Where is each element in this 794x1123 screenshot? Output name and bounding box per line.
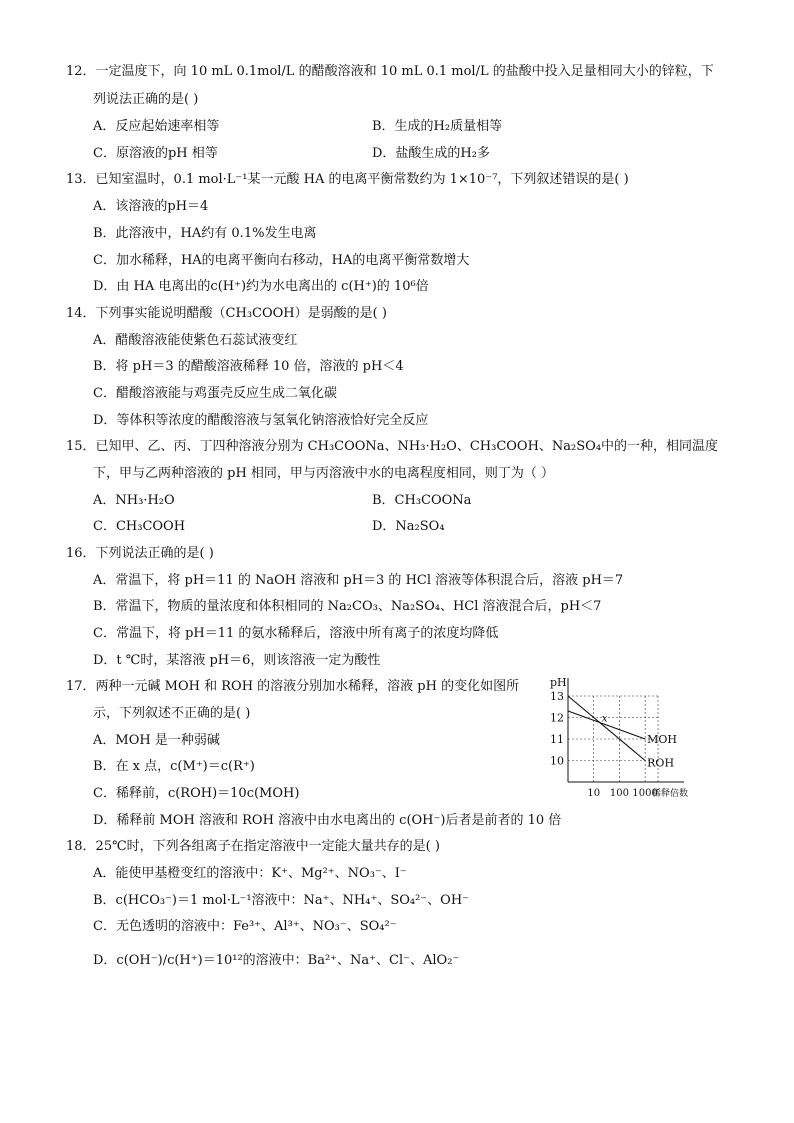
- question-14-option-b: B．将 pH＝3 的醋酸溶液稀释 10 倍，溶液的 pH＜4: [93, 359, 404, 374]
- ph-dilution-chart: [538, 674, 690, 804]
- x-tick-label: 10: [587, 788, 601, 799]
- question-12-option-d: D．盐酸生成的H₂多: [372, 146, 490, 161]
- question-16-stem: 16．下列说法正确的是( ): [66, 546, 214, 561]
- question-18-option-c: C．无色透明的溶液中：Fe³⁺、Al³⁺、NO₃⁻、SO₄²⁻: [93, 919, 397, 934]
- question-12-stem-line-2: 列说法正确的是( ): [93, 92, 199, 107]
- question-13-option-c: C．加水稀释，HA的电离平衡向右移动，HA的电离平衡常数增大: [93, 253, 470, 268]
- question-15-option-d: D．Na₂SO₄: [372, 519, 445, 534]
- question-12-option-b: B．生成的H₂质量相等: [372, 119, 503, 134]
- question-16-option-a: A．常温下，将 pH＝11 的 NaOH 溶液和 pH＝3 的 HCl 溶液等体积混合后，溶液 pH＝7: [93, 573, 624, 588]
- question-14-option-a: A．醋酸溶液能使紫色石蕊试液变红: [93, 333, 298, 348]
- question-12-stem-line-1: 12．一定温度下，向 10 mL 0.1mol/L 的醋酸溶液和 10 mL 0.1 mol/L 的盐酸中投入足量相同大小的锌粒，下: [66, 64, 714, 79]
- question-13-option-d: D．由 HA 电离出的c(H⁺)约为水电离出的 c(H⁺)的 10⁶倍: [93, 279, 429, 294]
- series-line-roh: [568, 696, 645, 761]
- question-13-stem: 13．已知室温时，0.1 mol·L⁻¹某一元酸 HA 的电离平衡常数约为 1×10⁻⁷，下列叙述错误的是( ): [66, 172, 629, 187]
- series-label-moh: MOH: [647, 733, 678, 746]
- x-tick-label: 100: [609, 788, 629, 799]
- question-15-option-a: A．NH₃·H₂O: [93, 493, 175, 508]
- question-18-option-a: A．能使甲基橙变红的溶液中：K⁺、Mg²⁺、NO₃⁻、I⁻: [93, 866, 407, 881]
- question-12-option-c: C．原溶液的pH 相等: [93, 146, 218, 161]
- question-13-option-a: A．该溶液的pH＝4: [93, 199, 209, 214]
- question-14-option-d: D．等体积等浓度的醋酸溶液与氢氧化钠溶液恰好完全反应: [93, 413, 429, 428]
- question-15-stem-line-2: 下，甲与乙两种溶液的 pH 相同，甲与丙溶液中水的电离程度相同，则丁为（ ）: [93, 466, 555, 481]
- y-tick-label: 10: [550, 754, 564, 768]
- question-17-option-c: C．稀释前，c(ROH)＝10c(MOH): [93, 786, 300, 801]
- y-tick-label: 13: [550, 690, 564, 703]
- x-tick-label: 1000: [632, 788, 658, 799]
- question-17-stem-line-1: 17．两种一元碱 MOH 和 ROH 的溶液分别加水稀释，溶液 pH 的变化如图所: [66, 679, 520, 694]
- question-17-option-d: D．稀释前 MOH 溶液和 ROH 溶液中由水电离出的 c(OH⁻)后者是前者的 10 倍: [93, 813, 562, 828]
- intersection-point-label: x: [601, 713, 608, 725]
- question-16-option-c: C．常温下，将 pH＝11 的氨水稀释后，溶液中所有离子的浓度均降低: [93, 626, 499, 641]
- y-tick-label: 11: [550, 733, 564, 746]
- question-18-option-d: D．c(OH⁻)/c(H⁺)＝10¹²的溶液中：Ba²⁺、Na⁺、Cl⁻、AlO₂⁻: [93, 953, 460, 968]
- question-14-option-c: C．醋酸溶液能与鸡蛋壳反应生成二氧化碳: [93, 386, 337, 401]
- question-16-option-d: D．t ℃时，某溶液 pH＝6，则该溶液一定为酸性: [93, 653, 381, 668]
- question-16-option-b: B．常温下，物质的量浓度和体积相同的 Na₂CO₃、Na₂SO₄、HCl 溶液混合后，pH＜7: [93, 599, 602, 614]
- question-18-stem: 18．25℃时，下列各组离子在指定溶液中一定能大量共存的是( ): [66, 839, 440, 854]
- question-17-stem-line-2: 示，下列叙述不正确的是( ): [93, 706, 251, 721]
- x-axis-label: 稀释倍数: [651, 789, 688, 799]
- chart-labels: [550, 676, 688, 799]
- question-15-option-b: B．CH₃COONa: [372, 493, 472, 508]
- series-label-roh: ROH: [647, 756, 675, 770]
- question-17-option-a: A．MOH 是一种弱碱: [93, 733, 220, 748]
- question-12-option-a: A．反应起始速率相等: [93, 119, 220, 134]
- question-13-option-b: B．此溶液中，HA约有 0.1%发生电离: [93, 226, 317, 241]
- question-18-option-b: B．c(HCO₃⁻)＝1 mol·L⁻¹溶液中：Na⁺、NH₄⁺、SO₄²⁻、OH⁻: [93, 893, 470, 908]
- y-axis-label: pH: [550, 676, 567, 689]
- question-17-option-b: B．在 x 点，c(M⁺)＝c(R⁺): [93, 759, 255, 774]
- y-tick-label: 12: [550, 711, 564, 725]
- question-15-stem-line-1: 15．已知甲、乙、丙、丁四种溶液分别为 CH₃COONa、NH₃·H₂O、CH₃COOH、Na₂SO₄中的一种，相同温度: [66, 439, 719, 454]
- chart-series: [568, 696, 645, 761]
- question-14-stem: 14．下列事实能说明醋酸（CH₃COOH）是弱酸的是( ): [66, 306, 387, 321]
- question-15-option-c: C．CH₃COOH: [93, 519, 186, 534]
